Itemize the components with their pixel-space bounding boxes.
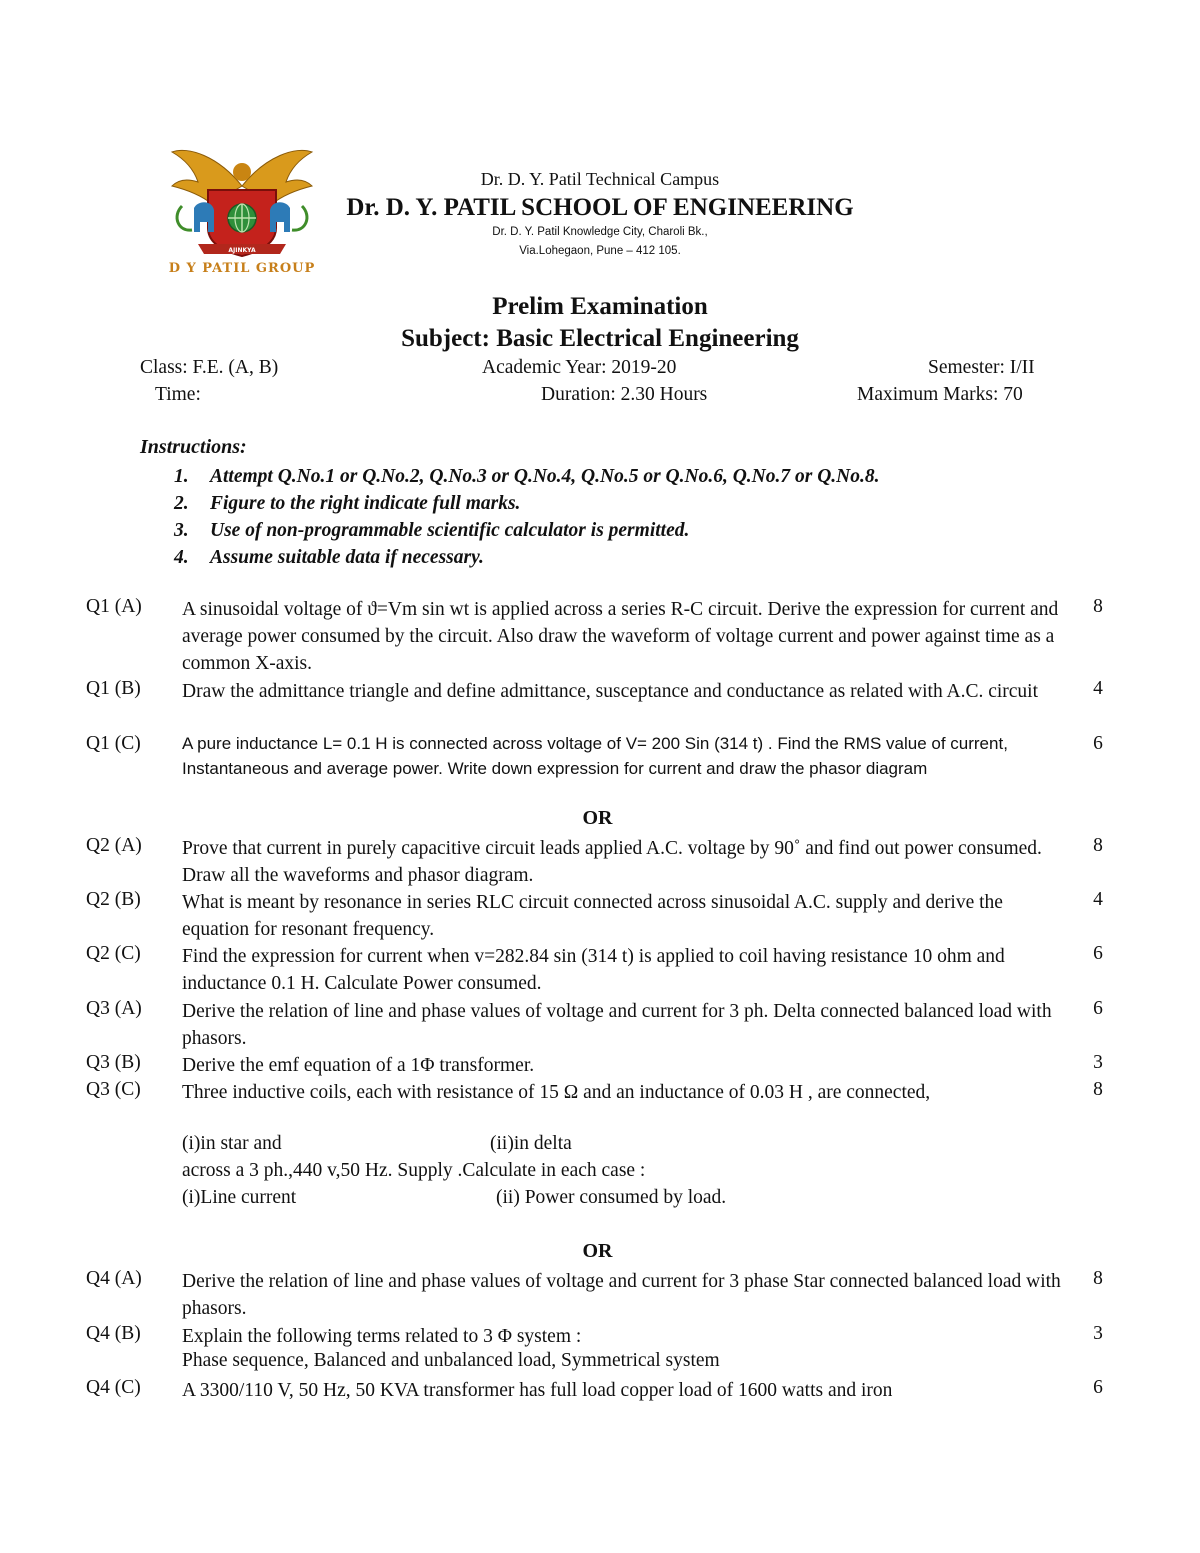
question-label: Q4 (C) — [86, 1377, 141, 1398]
address-line-2: Via.Lohegaon, Pune – 412 105. — [519, 245, 681, 257]
duration: Duration: 2.30 Hours — [541, 384, 708, 405]
question-label: Q1 (B) — [86, 678, 141, 699]
question-text: Prove that current in purely capacitive circuit leads applied A.C. voltage by 90˚ and find out power consumed. Draw all the waveforms and phasor diagram. — [182, 838, 1042, 886]
question-label: Q2 (A) — [86, 835, 142, 856]
question-subpart: (i)in star and — [182, 1133, 282, 1154]
time-label: Time: — [155, 384, 201, 405]
school-name: Dr. D. Y. PATIL SCHOOL OF ENGINEERING — [346, 194, 854, 221]
question-label: Q4 (B) — [86, 1323, 141, 1344]
question-subpart: (ii) Power consumed by load. — [496, 1187, 727, 1208]
question-text: Derive the relation of line and phase values of voltage and current for 3 phase Star connected balanced load with phasors. — [182, 1271, 1061, 1319]
exam-title: Prelim Examination — [492, 293, 708, 320]
question-subpart: (i)Line current — [182, 1187, 297, 1208]
question-text: What is meant by resonance in series RLC circuit connected across sinusoidal A.C. supply and derive the equation for resonant frequency. — [182, 892, 1003, 940]
question-label: Q3 (B) — [86, 1052, 141, 1073]
question-marks: 6 — [1093, 998, 1103, 1019]
academic-year: Academic Year: 2019-20 — [482, 357, 677, 378]
question-marks: 8 — [1093, 1268, 1103, 1289]
question-text: A sinusoidal voltage of ϑ=Vm sin wt is applied across a series R-C circuit. Derive the expression for current and average power consumed by the circuit. Also draw the waveform of voltage current and power against time as a common X-axis. — [182, 599, 1059, 674]
instruction-item: 2. Figure to the right indicate full marks. — [174, 493, 521, 514]
question-marks: 4 — [1093, 678, 1103, 699]
question-marks: 8 — [1093, 835, 1103, 856]
question-marks: 6 — [1093, 733, 1103, 754]
instruction-item: 3. Use of non-programmable scientific calculator is permitted. — [174, 520, 690, 541]
question-text: Find the expression for current when v=282.84 sin (314 t) is applied to coil having resistance 10 ohm and inductance 0.1 H. Calculate Power consumed. — [182, 946, 1005, 994]
question-text: Derive the emf equation of a 1Φ transformer. — [182, 1055, 535, 1076]
question-label: Q4 (A) — [86, 1268, 142, 1289]
question-text: Draw the admittance triangle and define admittance, susceptance and conductance as related with A.C. circuit — [182, 681, 1039, 702]
instruction-item: 1. Attempt Q.No.1 or Q.No.2, Q.No.3 or Q.No.4, Q.No.5 or Q.No.6, Q.No.7 or Q.No.8. — [174, 466, 880, 487]
instructions-heading: Instructions: — [140, 436, 247, 458]
question-text: Derive the relation of line and phase values of voltage and current for 3 ph. Delta connected balanced load with phasors. — [182, 1001, 1052, 1049]
question-marks: 8 — [1093, 1079, 1103, 1100]
question-marks: 6 — [1093, 943, 1103, 964]
question-label: Q1 (A) — [86, 596, 142, 617]
question-label: Q3 (C) — [86, 1079, 141, 1100]
question-marks: 4 — [1093, 889, 1103, 910]
question-marks: 3 — [1093, 1323, 1103, 1344]
question-subpart: (ii)in delta — [490, 1133, 572, 1154]
question-text: Explain the following terms related to 3 Φ system : — [182, 1326, 582, 1347]
question-text: Three inductive coils, each with resistance of 15 Ω and an inductance of 0.03 H , are connected, — [182, 1082, 931, 1103]
svg-text:AJINKYA: AJINKYA — [228, 247, 256, 254]
question-text: A pure inductance L= 0.1 H is connected across voltage of V= 200 Sin (314 t) . Find the RMS value of current, Instantaneous and average power. Write down expression for current and draw the phasor diagram — [182, 734, 1008, 778]
campus-name: Dr. D. Y. Patil Technical Campus — [480, 169, 720, 189]
question-marks: 6 — [1093, 1377, 1103, 1398]
question-label: Q1 (C) — [86, 733, 141, 754]
semester: Semester: I/II — [928, 357, 1035, 378]
class-info: Class: F.E. (A, B) — [140, 357, 279, 378]
max-marks: Maximum Marks: 70 — [857, 384, 1023, 405]
address-line-1: Dr. D. Y. Patil Knowledge City, Charoli Bk., — [492, 226, 708, 238]
svg-text:D Y PATIL GROUP: D Y PATIL GROUP — [168, 261, 316, 276]
or-separator: OR — [582, 807, 613, 829]
or-separator: OR — [582, 1240, 613, 1262]
question-marks: 8 — [1093, 596, 1103, 617]
question-text: A 3300/110 V, 50 Hz, 50 KVA transformer has full load copper load of 1600 watts and iron — [182, 1380, 893, 1401]
question-marks: 3 — [1093, 1052, 1103, 1073]
question-label: Q2 (C) — [86, 943, 141, 964]
subject-title: Subject: Basic Electrical Engineering — [401, 325, 799, 352]
question-subpart: across a 3 ph.,440 v,50 Hz. Supply .Calculate in each case : — [182, 1160, 646, 1181]
instruction-item: 4. Assume suitable data if necessary. — [174, 547, 484, 568]
question-label: Q3 (A) — [86, 998, 142, 1019]
question-label: Q2 (B) — [86, 889, 141, 910]
question-subpart: Phase sequence, Balanced and unbalanced load, Symmetrical system — [182, 1350, 720, 1371]
